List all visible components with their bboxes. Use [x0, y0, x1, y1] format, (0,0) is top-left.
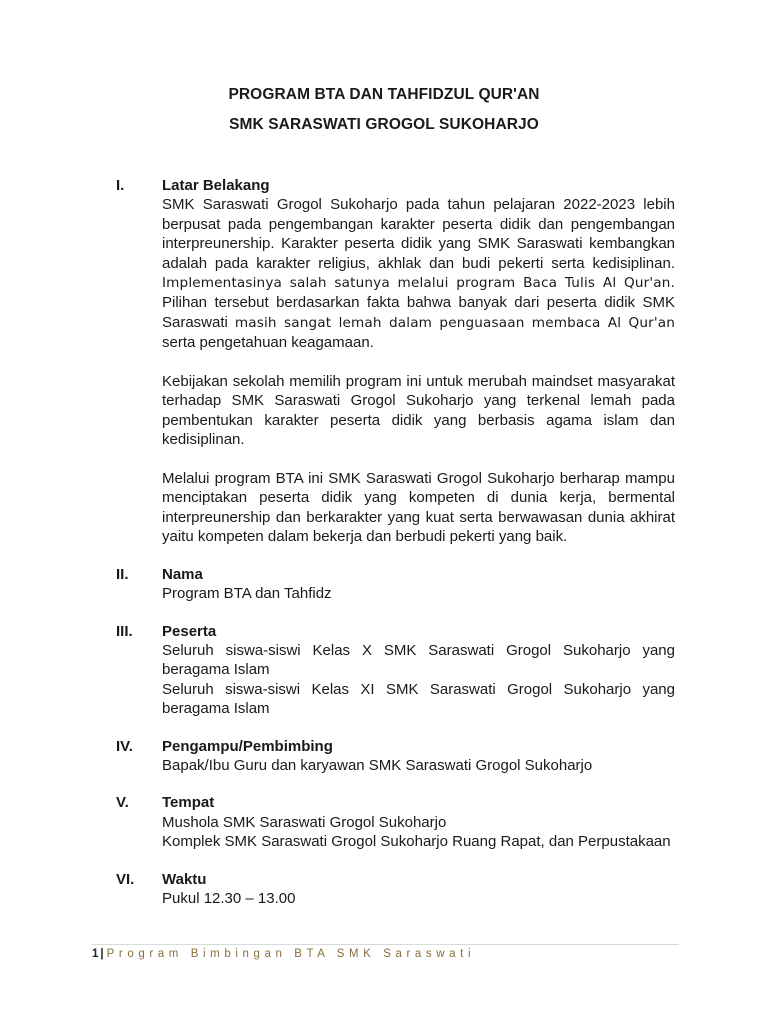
- section-body: [162, 793, 675, 851]
- section-tempat: [0, 793, 768, 851]
- section-line: Pukul 12.30 – 13.00: [162, 889, 296, 907]
- section-line: Seluruh siswa-siswi Kelas X SMK Saraswati Grogol Sukoharjo yang beragama Islam: [162, 641, 675, 679]
- section-number: I.: [116, 177, 125, 194]
- section-heading: Pengampu/Pembimbing: [162, 737, 333, 755]
- section-heading: Nama: [162, 565, 203, 583]
- section-pengampu: [0, 737, 768, 776]
- section-latar-belakang: [0, 176, 768, 547]
- document-subtitle: SMK SARASWATI GROGOL SUKOHARJO: [229, 116, 539, 133]
- background-paragraph-2: Kebijakan sekolah memilih program ini untuk merubah maindset masyarakat terhadap SMK Saraswati Grogol Sukoharjo yang terkenal lemah pada pembentukan karakter peserta didik yang berbasis agama islam dan kedisiplinan.: [162, 373, 675, 449]
- paragraph-text: serta pengetahuan keagamaan.: [162, 334, 374, 352]
- section-body: [162, 737, 675, 776]
- section-body: [162, 176, 675, 547]
- page-number: 1: [92, 948, 99, 960]
- paragraph-text-alt: masih sangat lemah dalam penguasaan membaca Al Qur'an: [234, 314, 676, 331]
- background-paragraph-1: [162, 195, 675, 352]
- section-number: V.: [116, 794, 129, 812]
- section-peserta: [0, 622, 768, 719]
- document-title: PROGRAM BTA DAN TAHFIDZUL QUR'AN: [228, 86, 540, 103]
- footer-divider: [92, 944, 679, 945]
- sections-list: [0, 176, 768, 926]
- paragraph-text: Pilihan tersebut berdasarkan fakta bahwa banyak dari peserta didik SMK Saraswati: [162, 294, 675, 331]
- section-line: Program BTA dan Tahfidz: [162, 585, 332, 603]
- section-line: Mushola SMK Saraswati Grogol Sukoharjo: [162, 813, 447, 831]
- section-heading: Latar Belakang: [162, 177, 270, 194]
- section-heading: Waktu: [162, 870, 207, 888]
- section-body: [162, 870, 675, 909]
- section-line: Komplek SMK Saraswati Grogol Sukoharjo Ruang Rapat, dan Perpustakaan: [162, 833, 671, 851]
- section-body: [162, 622, 675, 719]
- section-number: IV.: [116, 737, 133, 755]
- page-footer: [92, 946, 475, 962]
- section-nama: [0, 565, 768, 604]
- section-heading: Tempat: [162, 794, 215, 812]
- section-number: III.: [116, 622, 133, 640]
- footer-text: Program Bimbingan BTA SMK Saraswati: [106, 948, 476, 960]
- section-number: VI.: [116, 870, 135, 888]
- section-waktu: [0, 870, 768, 909]
- section-number: II.: [116, 565, 129, 583]
- section-line: Bapak/Ibu Guru dan karyawan SMK Saraswati Grogol Sukoharjo: [162, 756, 593, 774]
- footer-separator: |: [100, 948, 104, 960]
- paragraph-text-alt: Implementasinya salah satunya melalui program Baca Tulis Al Qur'an.: [162, 275, 675, 292]
- section-body: [162, 565, 675, 604]
- paragraph-text: SMK Saraswati Grogol Sukoharjo pada tahun pelajaran 2022-2023 lebih berpusat pada pengembangan karakter peserta didik dan pengembangan interpreunership. Karakter peserta didik yang SMK Saraswati kembangkan adalah pada karakter religius, akhlak dan budi pekerti serta kedisiplinan.: [162, 196, 675, 272]
- background-paragraph-3: Melalui program BTA ini SMK Saraswati Grogol Sukoharjo berharap mampu menciptakan peserta didik yang kompeten di dunia kerja, bermental interpreunership dan berkarakter yang kuat serta berwawasan dunia akhirat yaitu kompeten dalam bekerja dan berbudi pekerti yang baik.: [162, 470, 675, 546]
- section-line: Seluruh siswa-siswi Kelas XI SMK Saraswati Grogol Sukoharjo yang beragama Islam: [162, 680, 675, 718]
- section-heading: Peserta: [162, 622, 217, 640]
